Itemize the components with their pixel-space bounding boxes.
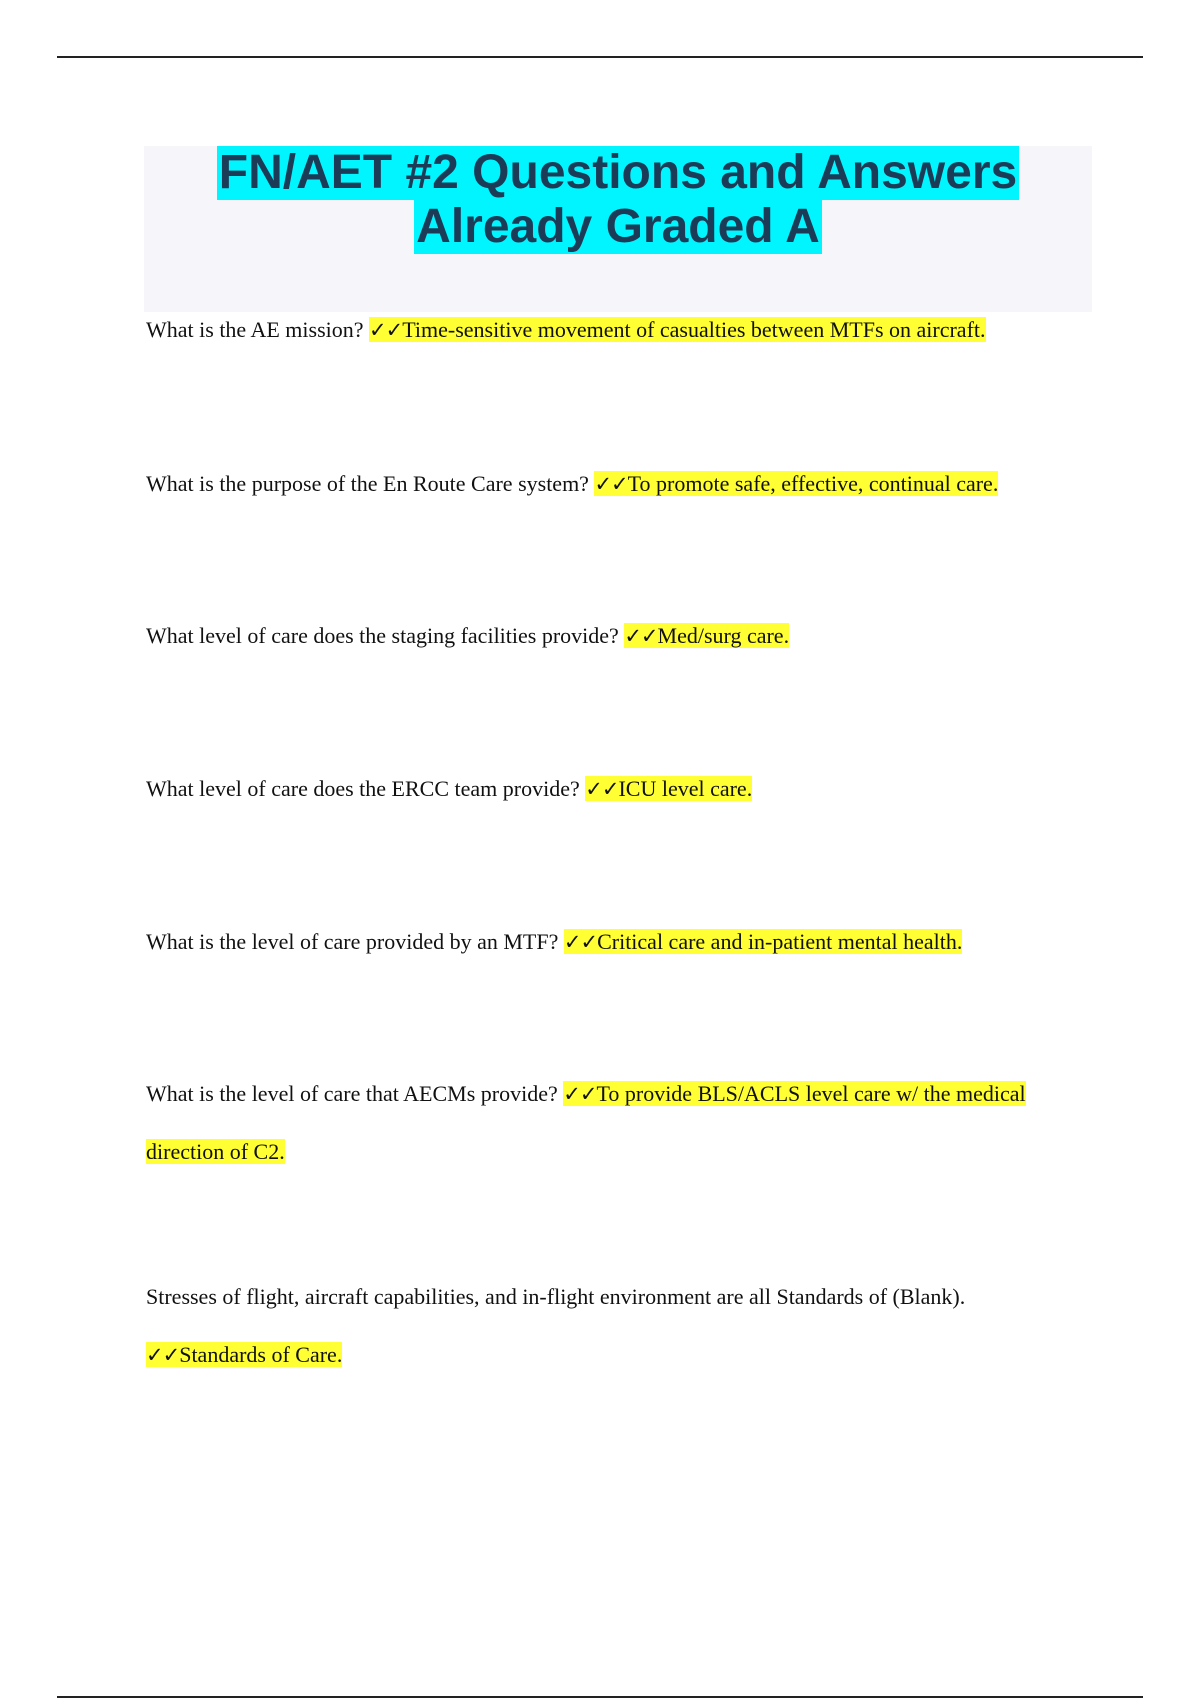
answer-highlight: [146, 1342, 342, 1367]
double-check-icon: ✓✓: [594, 472, 628, 496]
answer-text: ICU level care.: [618, 776, 753, 801]
answer-highlight: [585, 776, 752, 801]
answer-highlight: [369, 317, 985, 342]
answer-highlight: [564, 929, 963, 954]
document-title-line-2: Already Graded A: [416, 200, 820, 253]
question-text: What is the level of care provided by an MTF?: [146, 929, 559, 954]
question-text: What level of care does the staging facilities provide?: [146, 623, 619, 648]
question-text: Stresses of flight, aircraft capabilities, and in-flight environment are all Standards of (Blank).: [146, 1284, 966, 1309]
qa-item: [146, 1268, 1096, 1384]
answer-text: Med/surg care.: [657, 623, 790, 648]
answer-line: [146, 1326, 1096, 1384]
page-bottom-rule: [57, 1696, 1143, 1698]
answer-text: Time-sensitive movement of casualties between MTFs on aircraft.: [402, 317, 986, 342]
qa-item: [146, 1065, 1096, 1181]
answer-highlight: [594, 471, 998, 496]
double-check-icon: ✓✓: [563, 1082, 597, 1106]
double-check-icon: ✓✓: [369, 318, 403, 342]
qa-item: [146, 455, 1096, 513]
double-check-icon: ✓✓: [146, 1343, 180, 1367]
answer-text: Standards of Care.: [179, 1342, 343, 1367]
answer-text: Critical care and in-patient mental health.: [597, 929, 963, 954]
qa-item: [146, 913, 1096, 971]
double-check-icon: ✓✓: [585, 777, 619, 801]
page-top-rule: [57, 56, 1143, 58]
double-check-icon: ✓✓: [624, 624, 658, 648]
question-text: What is the purpose of the En Route Care system?: [146, 471, 589, 496]
qa-item: [146, 760, 1096, 818]
answer-text: To promote safe, effective, continual care.: [627, 471, 999, 496]
question-text: What is the AE mission?: [146, 317, 364, 342]
answer-text: To provide BLS/ACLS level care w/ the medical direction of C2.: [146, 1081, 1026, 1164]
qa-item: [146, 607, 1096, 665]
double-check-icon: ✓✓: [563, 930, 598, 954]
qa-item: [146, 301, 1096, 359]
document-title-block: [144, 146, 1092, 312]
question-text: What is the level of care that AECMs provide?: [146, 1081, 558, 1106]
question-text: What level of care does the ERCC team provide?: [146, 776, 580, 801]
answer-highlight: [624, 623, 789, 648]
document-title-line-1: FN/AET #2 Questions and Answers: [218, 146, 1018, 199]
